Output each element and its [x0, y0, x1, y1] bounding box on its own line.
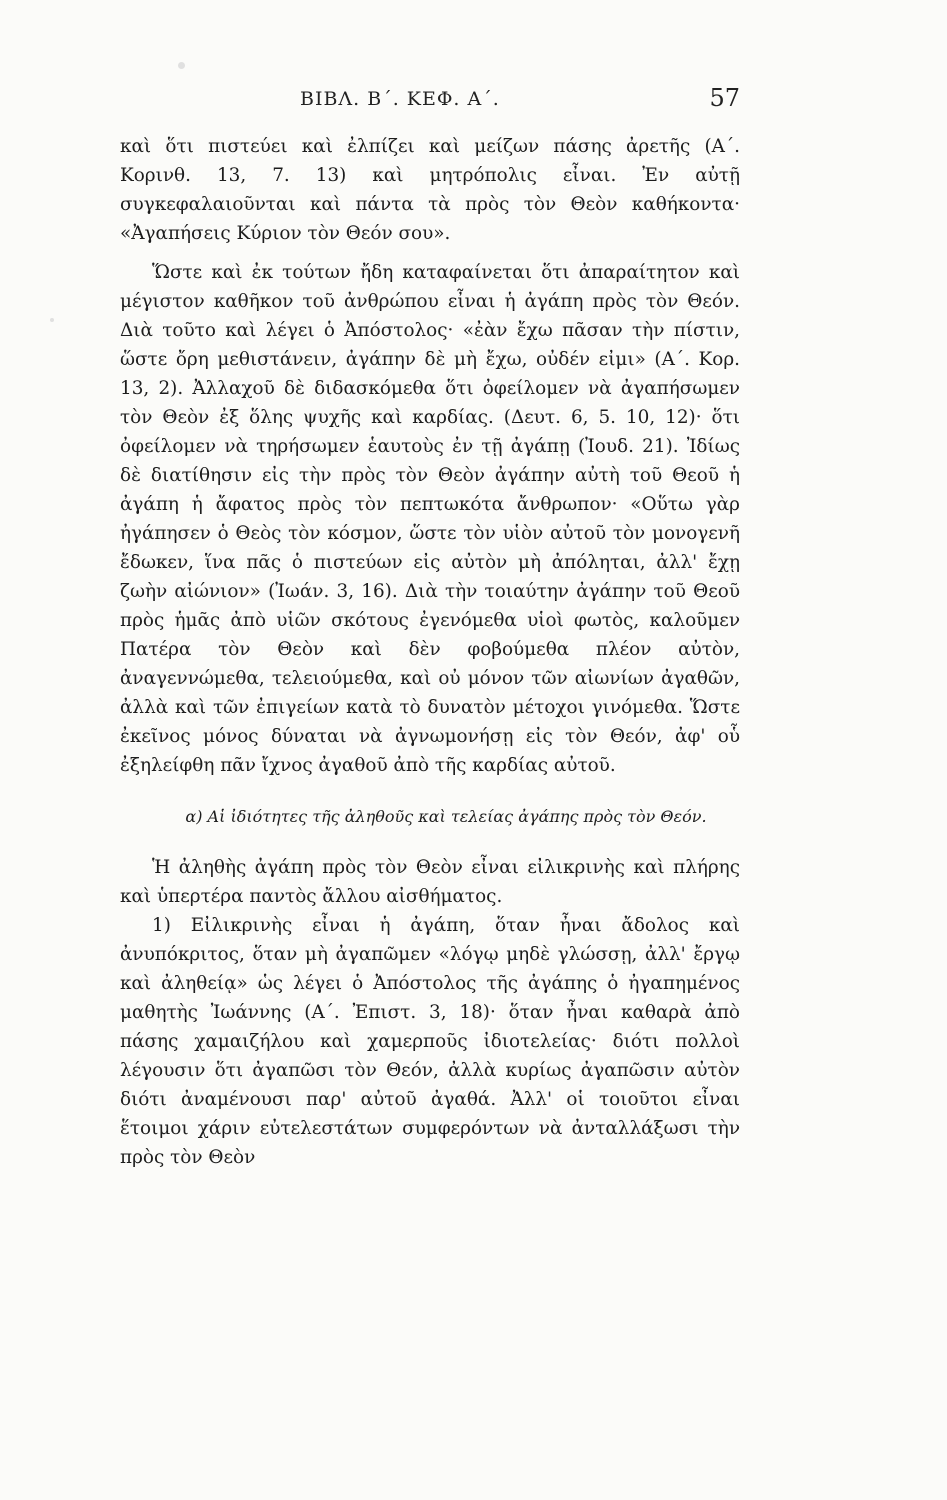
body-text: [120, 132, 740, 1172]
running-head: ΒΙΒΛ. Β΄. ΚΕΦ. Α΄.: [300, 88, 500, 110]
paragraph: καὶ ὅτι πιστεύει καὶ ἐλπίζει καὶ μείζων πάσης ἀρετῆς (Α΄. Κορινθ. 13, 7. 13) καὶ μητρόπολις εἶναι. Ἐν αὐτῇ συγκεφαλαιοῦνται καὶ πάντα τὰ πρὸς τὸν Θεὸν καθήκοντα· «Ἀγαπήσεις Κύριον τὸν Θεόν σου».: [120, 136, 740, 244]
page-number: 57: [709, 84, 740, 112]
scan-speck: [50, 318, 54, 322]
section-subheading: α) Αἱ ἰδιότητες τῆς ἀληθοῦς καὶ τελείας ἀγάπης πρὸς τὸν Θεόν.: [185, 807, 707, 826]
paragraph: Ὥστε καὶ ἐκ τούτων ἤδη καταφαίνεται ὅτι ἀπαραίτητον καὶ μέγιστον καθῆκον τοῦ ἀνθρώπου εἶναι ἡ ἀγάπη πρὸς τὸν Θεόν. Διὰ τοῦτο καὶ λέγει ὁ Ἀπόστολος· «ἐὰν ἔχω πᾶσαν τὴν πίστιν, ὥστε ὄρη μεθιστάνειν, ἀγάπην δὲ μὴ ἔχω, οὐδέν εἰμι» (Α΄. Κορ. 13, 2). Ἀλλαχοῦ δὲ διδασκόμεθα ὅτι ὀφείλομεν νὰ ἀγαπήσωμεν τὸν Θεὸν ἐξ ὅλης ψυχῆς καὶ καρδίας. (Δευτ. 6, 5. 10, 12)· ὅτι ὀφείλομεν νὰ τηρήσωμεν ἑαυτοὺς ἐν τῇ ἀγάπῃ (Ἰουδ. 21). Ἰδίως δὲ διατίθησιν εἰς τὴν πρὸς τὸν Θεὸν ἀγάπην αὐτὴ τοῦ Θεοῦ ἡ ἀγάπη ἡ ἄφατος πρὸς τὸν πεπτωκότα ἄνθρωπον· «Οὕτω γὰρ ἠγάπησεν ὁ Θεὸς τὸν κόσμον, ὥστε τὸν υἱὸν αὐτοῦ τὸν μονογενῆ ἔδωκεν, ἵνα πᾶς ὁ πιστεύων εἰς αὐτὸν μὴ ἀπόληται, ἀλλ' ἔχῃ ζωὴν αἰώνιον» (Ἰωάν. 3, 16). Διὰ τὴν τοιαύτην ἀγάπην τοῦ Θεοῦ πρὸς ἡμᾶς ἀπὸ υἱῶν σκότους ἐγενόμεθα υἱοὶ φωτὸς, καλοῦμεν Πατέρα τὸν Θεὸν καὶ δὲν φοβούμεθα πλέον αὐτὸν, ἀναγεννώμεθα, τελειούμεθα, καὶ οὐ μόνον τῶν αἰωνίων ἀγαθῶν, ἀλλὰ καὶ τῶν ἐπιγείων κατὰ τὸ δυνατὸν μέτοχοι γινόμεθα. Ὥστε ἐκεῖνος μόνος δύναται νὰ ἀγνωμονήσῃ εἰς τὸν Θεόν, ἀφ' οὗ ἐξηλείφθη πᾶν ἴχνος ἀγαθοῦ ἀπὸ τῆς καρδίας αὐτοῦ.: [120, 262, 740, 776]
paragraph: Ἡ ἀληθὴς ἀγάπη πρὸς τὸν Θεὸν εἶναι εἰλικρινὴς καὶ πλήρης καὶ ὑπερτέρα παντὸς ἄλλου αἰσθήματος.: [120, 857, 740, 907]
paragraph: 1) Εἰλικρινὴς εἶναι ἡ ἀγάπη, ὅταν ἦναι ἄδολος καὶ ἀνυπόκριτος, ὅταν μὴ ἀγαπῶμεν «λόγῳ μηδὲ γλώσσῃ, ἀλλ' ἔργῳ καὶ ἀληθείᾳ» ὡς λέγει ὁ Ἀπόστολος τῆς ἀγάπης ὁ ἠγαπημένος μαθητὴς Ἰωάννης (Α΄. Ἐπιστ. 3, 18)· ὅταν ἦναι καθαρὰ ἀπὸ πάσης χαμαιζήλου καὶ χαμερποῦς ἰδιοτελείας· διότι πολλοὶ λέγουσιν ὅτι ἀγαπῶσι τὸν Θεόν, ἀλλὰ κυρίως ἀγαπῶσιν αὐτὸν διότι ἀναμένουσι παρ' αὐτοῦ ἀγαθά. Ἀλλ' οἱ τοιοῦτοι εἶναι ἕτοιμοι χάριν εὐτελεστάτων συμφερόντων νὰ ἀνταλλάξωσι τὴν πρὸς τὸν Θεὸν: [120, 915, 740, 1168]
scan-speck: [178, 62, 185, 69]
page-header: [0, 84, 947, 118]
